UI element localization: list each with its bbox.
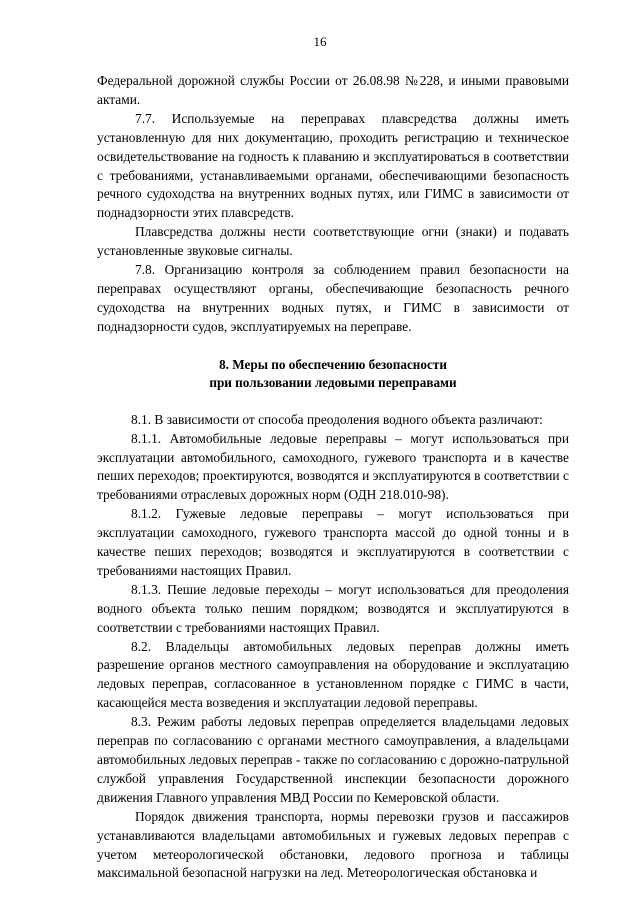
section-heading-line-1: 8. Меры по обеспечению безопасности bbox=[219, 356, 447, 372]
paragraph-7-7: 7.7. Используемые на переправах плавсредства должны иметь установленную для них документацию, проходить регистрацию и техническое освидетельствование на годность к плаванию и эксплуатироваться в соответствии с требованиями, устанавливаемыми органами, обеспечивающими безопасность речного судоходства на внутренних водных путях, или ГИМС в зависимости от поднадзорности этих плавсредств. bbox=[97, 110, 569, 221]
section-heading bbox=[97, 356, 569, 392]
paragraph-8-1-2: 8.1.2. Гужевые ледовые переправы – могут использоваться при эксплуатации самоходного, гужевого транспорта массой до одной тонны и в качестве пеших переходов; возводятся и эксплуатируются в соответствии с требованиями настоящих Правил. bbox=[97, 506, 569, 578]
section-heading-line-2: при пользовании ледовыми переправами bbox=[209, 374, 457, 390]
spacer bbox=[97, 337, 569, 356]
paragraph-7-8: 7.8. Организацию контроля за соблюдением правил безопасности на переправах осуществляют органы, обеспечивающие безопасность речного судоходства на внутренних водных путях, и ГИМС в зависимости от поднадзорности судов, эксплуатируемых на переправе. bbox=[97, 262, 569, 334]
document-body bbox=[97, 72, 569, 883]
paragraph-signals: Плавсредства должны нести соответствующие огни (знаки) и подавать установленные звуковые сигналы. bbox=[97, 224, 569, 259]
paragraph-8-1: 8.1. В зависимости от способа преодоления водного объекта различают: bbox=[131, 411, 543, 427]
paragraph-8-2: 8.2. Владельцы автомобильных ледовых переправ должны иметь разрешение органов местного самоуправления на оборудование и эксплуатацию ледовых переправ, согласованное в установленном порядке с ГИМС в части, касающейся места возведения и эксплуатации ледовой переправы. bbox=[97, 638, 569, 711]
spacer bbox=[97, 392, 569, 411]
paragraph-traffic-order: Порядок движения транспорта, нормы перевозки грузов и пассажиров устанавливаются владельцами автомобильных и гужевых ледовых переправ с учетом метеорологической обстановки, ледового прогноза и таблицы максимальной безопасной нагрузки на лед. Метеорологическая обстановка и bbox=[97, 808, 569, 881]
paragraph-continuation: Федеральной дорожной службы России от 26.08.98 №228, и иными правовыми актами. bbox=[97, 73, 569, 107]
paragraph-8-1-3: 8.1.3. Пешие ледовые переходы – могут использоваться для преодоления водного объекта только пешим порядком; возводятся и эксплуатируются в соответствии с требованиями настоящих Правил. bbox=[97, 581, 569, 635]
paragraph-8-3: 8.3. Режим работы ледовых переправ определяется владельцами ледовых переправ по согласованию с органами местного самоуправления, а владельцами автомобильных ледовых переправ - также по согласованию с дорожно-патрульной службой управления Государственной инспекции безопасности дорожного движения Главного управления МВД России по Кемеровской области. bbox=[97, 714, 569, 805]
paragraph-8-1-1: 8.1.1. Автомобильные ледовые переправы – могут использоваться при эксплуатации автомобильного, самоходного, гужевого транспорта и в качестве пеших переходов; проектируются, возводятся и эксплуатируются в соответствии с требованиями отраслевых дорожных норм (ОДН 218.010-98). bbox=[97, 430, 569, 503]
page-number: 16 bbox=[313, 34, 327, 49]
